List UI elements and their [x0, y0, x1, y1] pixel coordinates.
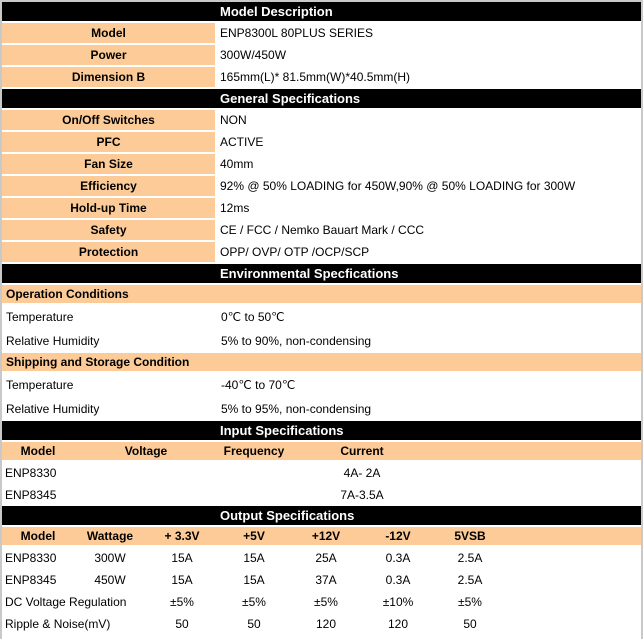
cell-wattage: 300W — [94, 551, 126, 565]
cell-model: ENP8330 — [5, 466, 57, 480]
row-value: ACTIVE — [220, 135, 264, 149]
output-row-ripple-noise — [2, 613, 641, 635]
cell-5vsb: ±5% — [458, 595, 482, 609]
row-label: Relative Humidity — [6, 334, 100, 348]
cell-5vsb: 2.5A — [457, 551, 483, 565]
section-header-general-specifications: General Specifications — [2, 89, 641, 108]
cell-5v: 15A — [243, 573, 265, 587]
cell-3v3: ±5% — [170, 595, 194, 609]
cell-12v: 25A — [315, 551, 337, 565]
cell-frequency — [218, 462, 290, 484]
row-dimension-b — [2, 67, 641, 87]
output-table-header — [2, 527, 641, 545]
cell-neg12v: ±10% — [382, 595, 414, 609]
row-hold-up-time — [2, 198, 641, 218]
row-label: Power — [2, 45, 215, 65]
cell-12v: ±5% — [314, 595, 338, 609]
subsection-shipping-storage-condition: Shipping and Storage Condition — [2, 353, 641, 371]
row-value: 5% to 90%, non-condensing — [221, 334, 372, 348]
section-header-model-description: Model Description — [2, 2, 641, 21]
row-value: 40mm — [220, 157, 254, 171]
column-header-model: Model — [20, 444, 56, 458]
cell-neg12v: 120 — [387, 617, 409, 631]
section-header-environmental: Environmental Specfications — [2, 264, 641, 283]
cell-3v3: 50 — [175, 617, 189, 631]
cell-12v: 37A — [315, 573, 337, 587]
row-efficiency — [2, 176, 641, 196]
cell-voltage — [74, 484, 218, 506]
row-power — [2, 45, 641, 65]
cell-label: Ripple & Noise(mV) — [5, 617, 111, 631]
row-operation-relative-humidity — [2, 329, 641, 353]
cell-3v3: 15A — [171, 573, 193, 587]
row-value: 92% @ 50% LOADING for 450W,90% @ 50% LOADING for 300W — [220, 179, 576, 193]
column-header-3v3: + 3.3V — [164, 529, 200, 543]
row-label: Model — [2, 23, 215, 43]
cell-5vsb: 50 — [463, 617, 477, 631]
row-label: On/Off Switches — [2, 110, 215, 130]
row-value: OPP/ OVP/ OTP /OCP/SCP — [220, 245, 370, 259]
cell-frequency — [218, 484, 290, 506]
column-header-wattage: Wattage — [86, 529, 134, 543]
cell-label: DC Voltage Regulation — [5, 595, 127, 609]
cell-5v: 50 — [247, 617, 261, 631]
cell-current: 4A- 2A — [343, 466, 381, 480]
row-value: 0℃ to 50℃ — [221, 310, 285, 324]
cell-3v3: 15A — [171, 551, 193, 565]
cell-wattage: 450W — [94, 573, 126, 587]
row-value: ENP8300L 80PLUS SERIES — [220, 26, 373, 40]
row-label: Efficiency — [2, 176, 215, 196]
section-header-output-specifications: Output Specifications — [2, 506, 641, 525]
input-table-header — [2, 442, 641, 460]
row-fan-size — [2, 154, 641, 174]
cell-5vsb: 2.5A — [457, 573, 483, 587]
row-label: Protection — [2, 242, 215, 262]
section-header-input-specifications: Input Specifications — [2, 421, 641, 440]
cell-neg12v: 0.3A — [385, 551, 411, 565]
row-operation-temperature — [2, 305, 641, 329]
column-header-frequency: Frequency — [223, 444, 285, 458]
row-value: 165mm(L)* 81.5mm(W)*40.5mm(H) — [220, 70, 411, 84]
cell-model: ENP8345 — [5, 573, 57, 587]
column-header-model: Model — [20, 529, 56, 543]
row-label: Relative Humidity — [6, 402, 100, 416]
row-storage-temperature — [2, 373, 641, 397]
column-header-current: Current — [340, 444, 384, 458]
cell-voltage — [74, 462, 218, 484]
row-label: Temperature — [6, 378, 74, 392]
output-row-dc-voltage-regulation — [2, 591, 641, 613]
row-value: CE / FCC / Nemko Bauart Mark / CCC — [220, 223, 425, 237]
column-header-neg12v: -12V — [385, 529, 411, 543]
row-label: Hold-up Time — [2, 198, 215, 218]
column-header-5v: +5V — [243, 529, 265, 543]
row-label: Safety — [2, 220, 215, 240]
row-value: -40℃ to 70℃ — [221, 378, 296, 392]
row-value: NON — [220, 113, 247, 127]
row-safety — [2, 220, 641, 240]
subsection-operation-conditions: Operation Conditions — [2, 285, 641, 303]
cell-5v: ±5% — [242, 595, 266, 609]
cell-5v: 15A — [243, 551, 265, 565]
row-label: PFC — [2, 132, 215, 152]
input-row-enp8345 — [2, 484, 641, 506]
cell-model: ENP8345 — [5, 488, 57, 502]
row-value: 300W/450W — [220, 48, 287, 62]
row-pfc — [2, 132, 641, 152]
cell-current: 7A-3.5A — [340, 488, 384, 502]
row-label: Temperature — [6, 310, 74, 324]
output-row-enp8330 — [2, 547, 641, 569]
row-storage-relative-humidity — [2, 397, 641, 421]
column-header-voltage: Voltage — [124, 444, 168, 458]
row-model — [2, 23, 641, 43]
input-row-enp8330 — [2, 462, 641, 484]
cell-neg12v: 0.3A — [385, 573, 411, 587]
cell-12v: 120 — [315, 617, 337, 631]
output-row-enp8345 — [2, 569, 641, 591]
column-header-5vsb: 5VSB — [454, 529, 486, 543]
row-on-off-switches — [2, 110, 641, 130]
row-value: 12ms — [220, 201, 250, 215]
row-value: 5% to 95%, non-condensing — [221, 402, 372, 416]
row-protection — [2, 242, 641, 262]
row-label: Fan Size — [2, 154, 215, 174]
cell-model: ENP8330 — [5, 551, 57, 565]
column-header-12v: +12V — [311, 529, 341, 543]
row-label: Dimension B — [2, 67, 215, 87]
